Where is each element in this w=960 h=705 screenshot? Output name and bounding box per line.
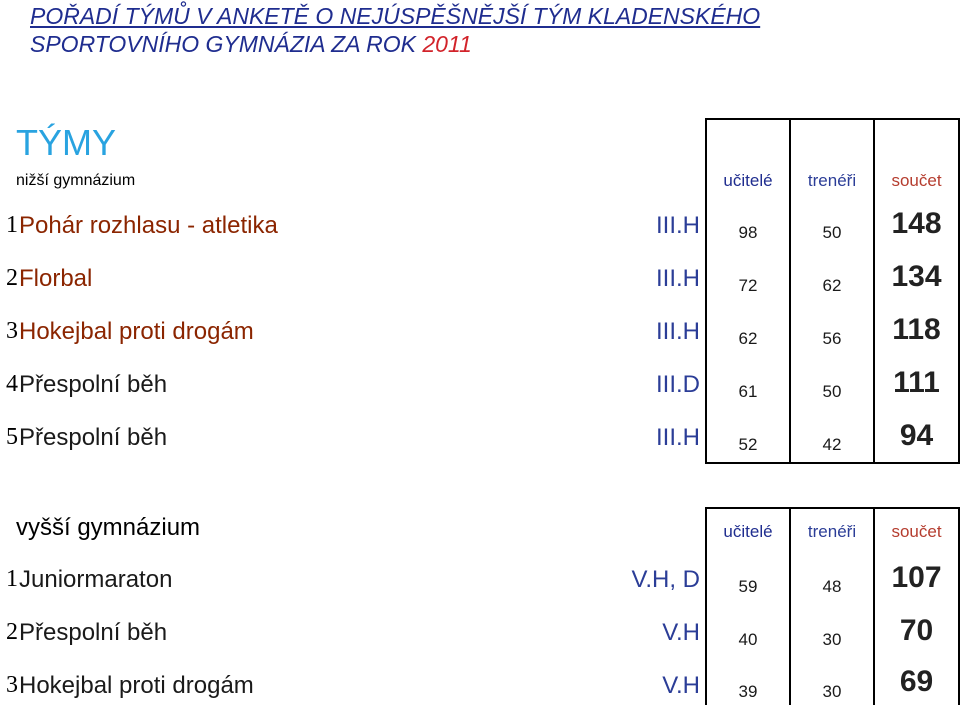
- title-line-2-text: SPORTOVNÍHO GYMNÁZIA ZA ROK: [30, 31, 423, 57]
- total-sum: 70: [899, 614, 934, 647]
- grid-line: [705, 462, 960, 464]
- team-class: III.H: [655, 318, 700, 345]
- team-class: III.H: [655, 424, 700, 451]
- rank: 4: [6, 371, 18, 397]
- page-title: [30, 2, 930, 58]
- coaches-votes: 42: [822, 435, 842, 454]
- col-header-sum: součet: [891, 171, 942, 190]
- total-sum: 118: [892, 313, 941, 346]
- team-name: Florbal: [19, 265, 93, 292]
- team-class: III.D: [655, 371, 700, 398]
- teachers-votes: 39: [738, 682, 758, 701]
- teachers-votes: 40: [738, 630, 758, 649]
- teachers-votes: 72: [738, 276, 758, 295]
- col-header-teachers: učitelé: [723, 522, 773, 541]
- col-header-coaches: trenéři: [807, 171, 857, 190]
- coaches-votes: 30: [822, 630, 842, 649]
- rank: 2: [6, 619, 18, 645]
- rank: 1: [6, 212, 18, 238]
- rank: 2: [6, 265, 18, 291]
- team-name: Juniormaraton: [19, 566, 173, 593]
- col-header-coaches: trenéři: [807, 522, 857, 541]
- rank: 3: [6, 672, 18, 698]
- teachers-votes: 52: [738, 435, 758, 454]
- upper-gym-label: vyšší gymnázium: [16, 514, 201, 541]
- rank: 1: [6, 566, 18, 592]
- teachers-votes: 59: [738, 577, 758, 596]
- team-name: Přespolní běh: [19, 424, 168, 451]
- team-name: Pohár rozhlasu - atletika: [19, 212, 278, 239]
- team-class: V.H: [662, 619, 700, 646]
- coaches-votes: 50: [822, 223, 842, 242]
- teachers-votes: 61: [738, 382, 758, 401]
- team-class: V.H, D: [631, 566, 700, 593]
- team-name: Hokejbal proti drogám: [19, 318, 254, 345]
- team-name: Hokejbal proti drogám: [19, 672, 254, 699]
- grid-line: [705, 118, 960, 120]
- title-line-2: [30, 30, 930, 58]
- coaches-votes: 30: [822, 682, 842, 701]
- teachers-votes: 98: [738, 223, 758, 242]
- total-sum: 107: [891, 561, 942, 594]
- rank: 3: [6, 318, 18, 344]
- team-class: III.H: [655, 265, 700, 292]
- total-sum: 134: [891, 260, 942, 293]
- coaches-votes: 48: [822, 577, 842, 596]
- total-sum: 148: [891, 207, 942, 240]
- coaches-votes: 56: [822, 329, 842, 348]
- total-sum: 94: [899, 419, 934, 452]
- col-header-sum: součet: [891, 522, 942, 541]
- col-header-teachers: učitelé: [723, 171, 773, 190]
- team-name: Přespolní běh: [19, 619, 168, 646]
- title-year: 2011: [422, 31, 472, 57]
- grid-line: [705, 507, 960, 509]
- section-heading: TÝMY: [16, 122, 117, 163]
- coaches-votes: 62: [822, 276, 842, 295]
- rank: 5: [6, 424, 18, 450]
- team-class: V.H: [662, 672, 700, 699]
- coaches-votes: 50: [822, 382, 842, 401]
- total-sum: 69: [899, 665, 934, 698]
- title-line-1: POŘADÍ TÝMŮ V ANKETĚ O NEJÚSPĚŠNĚJŠÍ TÝM KLADENSKÉHO: [30, 3, 761, 29]
- total-sum: 111: [893, 366, 940, 399]
- team-name: Přespolní běh: [19, 371, 168, 398]
- teachers-votes: 62: [738, 329, 758, 348]
- lower-gym-label: nižší gymnázium: [16, 172, 136, 189]
- team-class: III.H: [655, 212, 700, 239]
